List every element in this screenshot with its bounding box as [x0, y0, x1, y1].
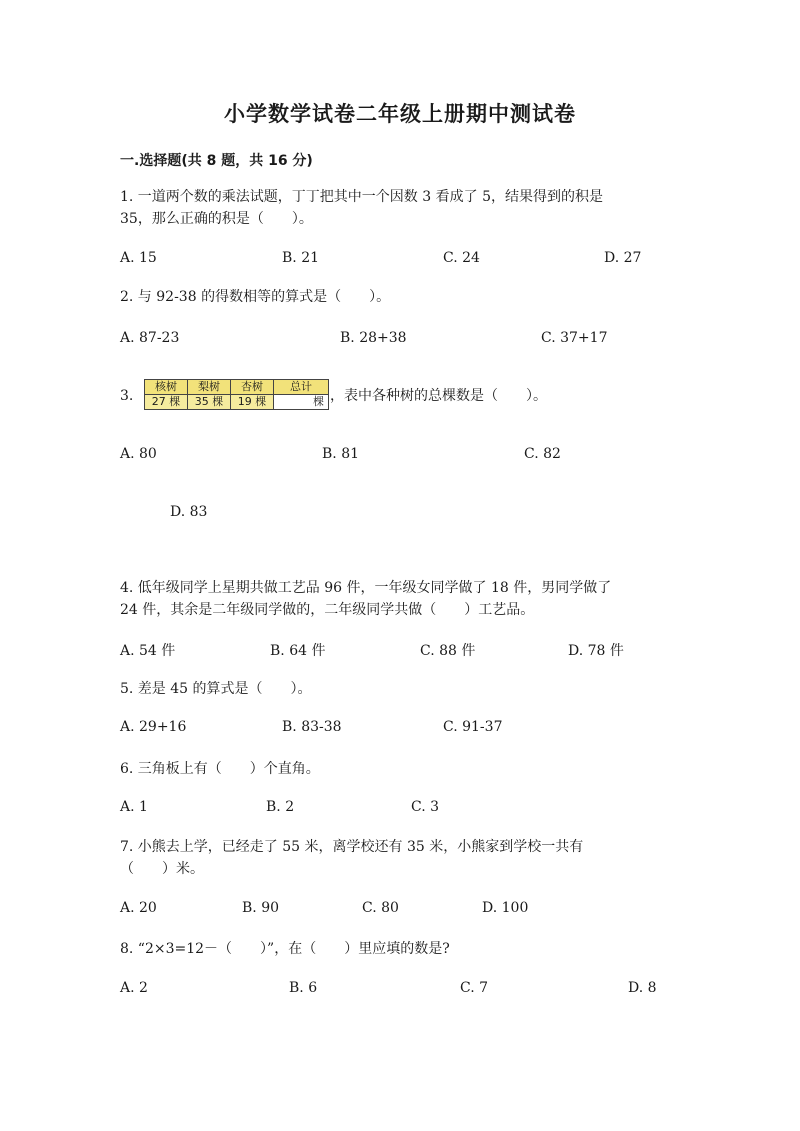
- q8-option-c: C. 7: [460, 980, 489, 996]
- section-heading: 一.选择题(共 8 题，共 16 分): [120, 153, 313, 169]
- q7-option-d: D. 100: [482, 900, 529, 916]
- question-8: [120, 938, 450, 960]
- question-1: [120, 186, 680, 230]
- question-8-line-1: 8. “2×3=12－（ ）”，在（ ）里应填的数是?: [120, 941, 450, 957]
- question-2-line-1: 2. 与 92-38 的得数相等的算式是（ ）。: [120, 289, 391, 305]
- question-6-line-1: 6. 三角板上有（ ）个直角。: [120, 761, 320, 777]
- q3-option-d: D. 83: [170, 504, 208, 520]
- q5-option-b: B. 83-38: [282, 719, 342, 735]
- question-4: [120, 577, 680, 621]
- page-title: 小学数学试卷二年级上册期中测试卷: [224, 102, 576, 126]
- q7-option-a: A. 20: [120, 900, 157, 916]
- tree-table-cell: 27 棵: [145, 395, 188, 410]
- question-4-line-2: 24 件，其余是二年级同学做的，二年级同学共做（ ）工艺品。: [120, 602, 535, 618]
- question-1-line-2: 35，那么正确的积是（ ）。: [120, 211, 313, 227]
- question-1-line-1: 1. 一道两个数的乘法试题，丁丁把其中一个因数 3 看成了 5，结果得到的积是: [120, 189, 603, 205]
- q1-option-c: C. 24: [443, 250, 480, 266]
- q1-option-b: B. 21: [282, 250, 320, 266]
- tree-table-header: 杏树: [231, 380, 274, 395]
- question-7: [120, 836, 680, 880]
- q3-option-a: A. 80: [120, 446, 157, 462]
- tree-table-header-row: [145, 380, 329, 395]
- question-7-line-2: （ ）米。: [120, 861, 204, 877]
- q2-option-c: C. 37+17: [541, 330, 608, 346]
- tree-table-value-row: [145, 395, 329, 410]
- q7-option-b: B. 90: [242, 900, 280, 916]
- question-7-line-1: 7. 小熊去上学，已经走了 55 米，离学校还有 35 米，小熊家到学校一共有: [120, 839, 584, 855]
- q6-option-b: B. 2: [266, 799, 295, 815]
- question-4-line-1: 4. 低年级同学上星期共做工艺品 96 件，一年级女同学做了 18 件，男同学做了: [120, 580, 612, 596]
- q1-option-a: A. 15: [120, 250, 157, 266]
- q8-option-b: B. 6: [289, 980, 318, 996]
- question-3-number: 3.: [120, 388, 134, 404]
- question-3-text: ，表中各种树的总棵数是（ ）。: [330, 388, 547, 404]
- q3-option-b: B. 81: [322, 446, 360, 462]
- tree-table-total-cell: 棵: [274, 395, 329, 410]
- q4-option-a: A. 54 件: [120, 643, 176, 659]
- q2-option-a: A. 87-23: [120, 330, 180, 346]
- question-5: [120, 678, 312, 700]
- q2-option-b: B. 28+38: [340, 330, 407, 346]
- q5-option-c: C. 91-37: [443, 719, 503, 735]
- q6-option-c: C. 3: [411, 799, 440, 815]
- q6-option-a: A. 1: [120, 799, 148, 815]
- q4-option-d: D. 78 件: [568, 643, 624, 659]
- q7-option-c: C. 80: [362, 900, 399, 916]
- tree-table-header: 梨树: [188, 380, 231, 395]
- tree-table-header: 核树: [145, 380, 188, 395]
- tree-table-cell: 19 棵: [231, 395, 274, 410]
- question-5-line-1: 5. 差是 45 的算式是（ ）。: [120, 681, 312, 697]
- q3-option-c: C. 82: [524, 446, 561, 462]
- tree-table-cell: 35 棵: [188, 395, 231, 410]
- q4-option-b: B. 64 件: [270, 643, 326, 659]
- q8-option-a: A. 2: [120, 980, 148, 996]
- q5-option-a: A. 29+16: [120, 719, 187, 735]
- question-2: [120, 286, 390, 308]
- question-6: [120, 758, 320, 780]
- q8-option-d: D. 8: [628, 980, 657, 996]
- tree-count-table: [144, 379, 329, 410]
- tree-table-header: 总计: [274, 380, 329, 395]
- q1-option-d: D. 27: [604, 250, 642, 266]
- q4-option-c: C. 88 件: [420, 643, 476, 659]
